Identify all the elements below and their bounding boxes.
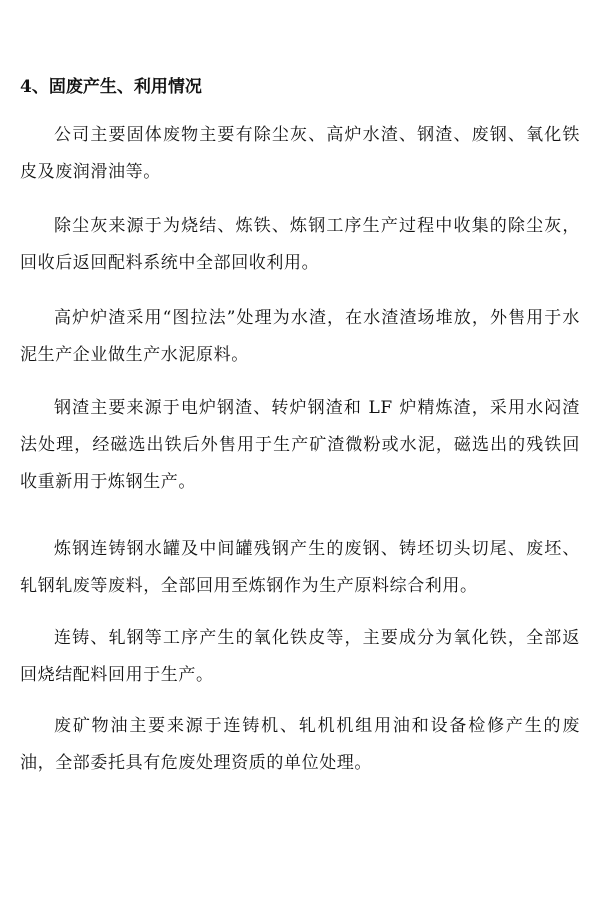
- paragraph-scrap-steel: 炼钢连铸钢水罐及中间罐残钢产生的废钢、铸坯切头切尾、废坯、轧钢轧废等废料，全部回用至炼钢作为生产原料综合利用。: [20, 539, 580, 596]
- paragraph-solid-waste-overview: 公司主要固体废物主要有除尘灰、高炉水渣、钢渣、废钢、氧化铁皮及废润滑油等。: [20, 125, 580, 182]
- paragraph-waste-mineral-oil: 废矿物油主要来源于连铸机、轧机机组用油和设备检修产生的废油，全部委托具有危废处理资质的单位处理。: [20, 716, 580, 773]
- paragraph-blast-furnace-slag: 高炉炉渣采用“图拉法”处理为水渣，在水渣渣场堆放，外售用于水泥生产企业做生产水泥原料。: [20, 308, 580, 365]
- paragraph-steel-slag: 钢渣主要来源于电炉钢渣、转炉钢渣和 LF 炉精炼渣，采用水闷渣法处理，经磁选出铁后外售用于生产矿渣微粉或水泥，磁选出的残铁回收重新用于炼钢生产。: [20, 398, 580, 492]
- paragraph-iron-oxide-scale: 连铸、轧钢等工序产生的氧化铁皮等，主要成分为氧化铁，全部返回烧结配料回用于生产。: [20, 628, 580, 685]
- section-heading: 4、固废产生、利用情况: [20, 77, 202, 97]
- paragraph-dust-ash: 除尘灰来源于为烧结、炼铁、炼钢工序生产过程中收集的除尘灰，回收后返回配料系统中全部回收利用。: [20, 216, 580, 273]
